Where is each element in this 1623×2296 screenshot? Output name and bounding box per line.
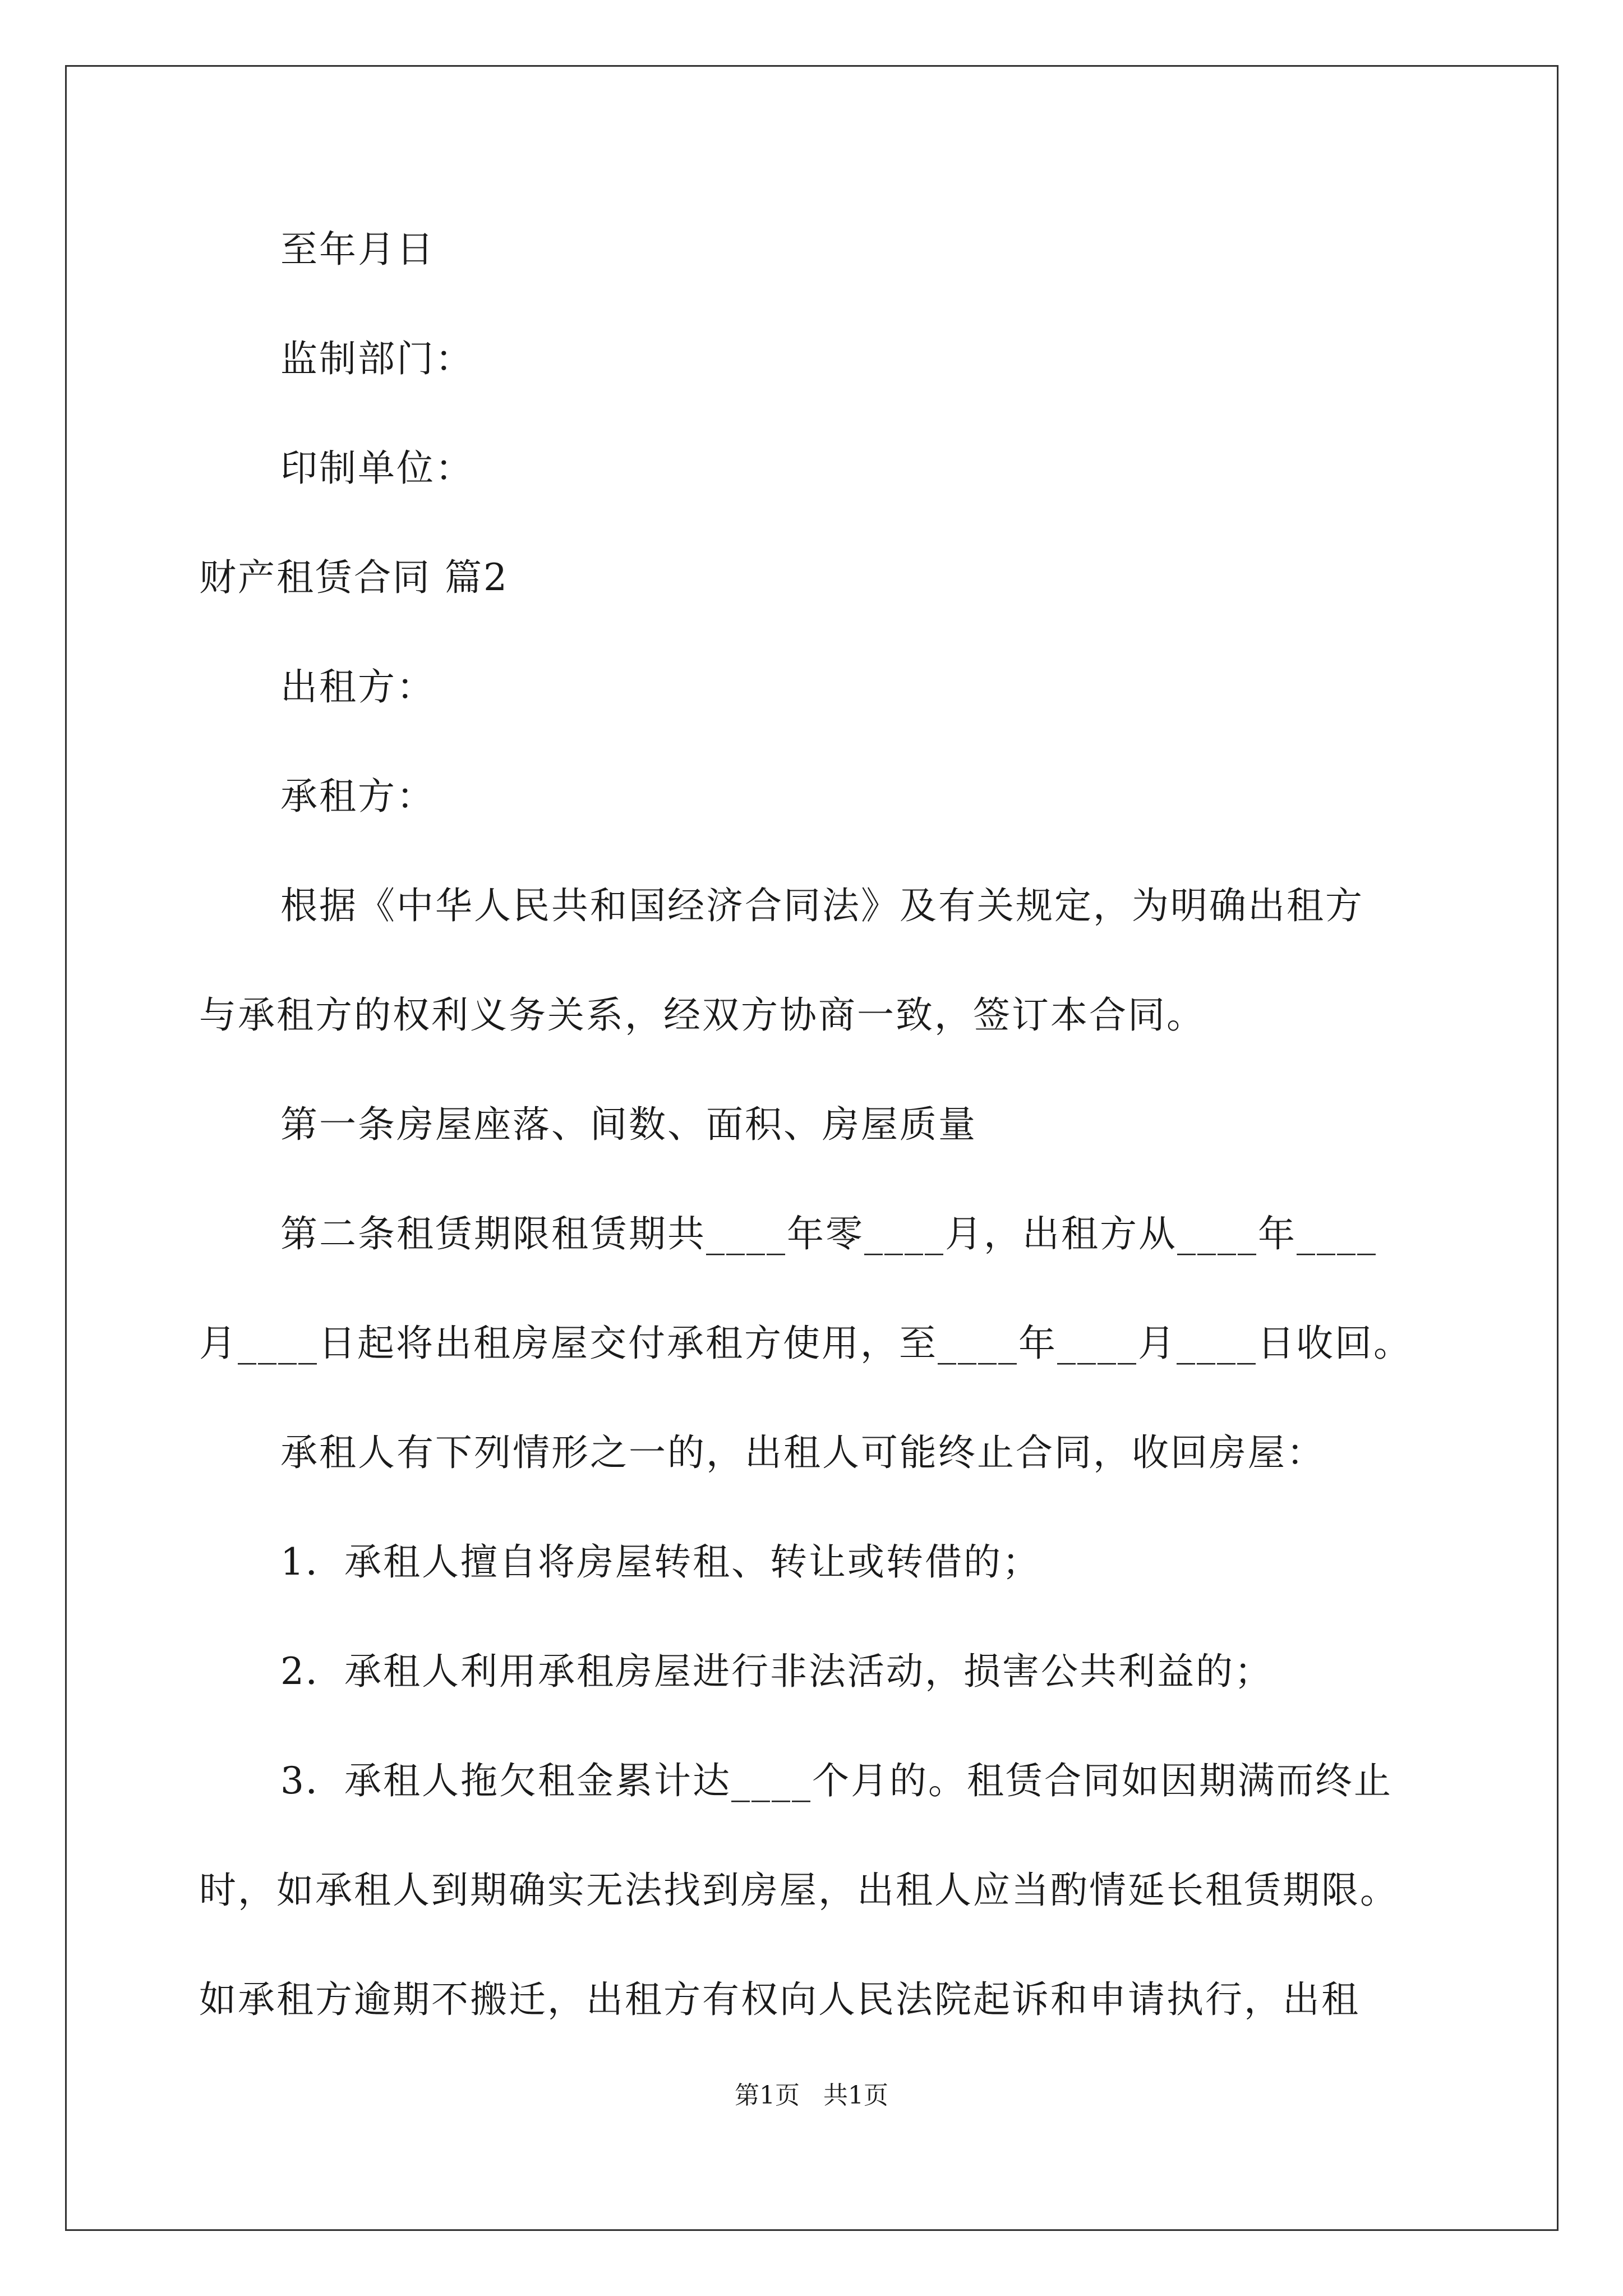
lessee-line: 承租方：: [280, 775, 435, 818]
date-range-line: 至年月日: [280, 228, 435, 271]
lessor-line: 出租方：: [280, 665, 435, 708]
paragraph-line: 时，如承租人到期确实无法找到房屋，出租人应当酌情延长租赁期限。: [199, 1869, 1399, 1912]
paragraph-line: 月____日起将出租房屋交付承租方使用，至____年____月____日收回。: [199, 1322, 1412, 1365]
paragraph-line: 如承租方逾期不搬迁，出租方有权向人民法院起诉和申请执行，出租: [199, 1978, 1360, 2021]
supervising-dept-line: 监制部门：: [280, 337, 474, 380]
list-item: 3．承租人拖欠租金累计达____个月的。租赁合同如因期满而终止: [280, 1759, 1393, 1802]
printing-unit-line: 印制单位：: [280, 447, 474, 490]
list-item: 1．承租人擅自将房屋转租、转让或转借的；: [280, 1540, 1041, 1584]
list-item: 2．承租人利用承租房屋进行非法活动，损害公共利益的；: [280, 1650, 1273, 1693]
paragraph-line: 与承租方的权利义务关系，经双方协商一致，签订本合同。: [199, 993, 1205, 1037]
termination-intro-line: 承租人有下列情形之一的，出租人可能终止合同，收回房屋：: [280, 1431, 1325, 1474]
page-number-footer: 第1页 共1页: [735, 2081, 888, 2110]
article-two-line: 第二条租赁期限租赁期共____年零____月，出租方从____年____: [280, 1212, 1377, 1255]
paragraph-line: 根据《中华人民共和国经济合同法》及有关规定，为明确出租方: [280, 884, 1364, 927]
article-one-line: 第一条房屋座落、间数、面积、房屋质量: [280, 1103, 977, 1146]
section-heading: 财产租赁合同 篇2: [199, 556, 509, 599]
